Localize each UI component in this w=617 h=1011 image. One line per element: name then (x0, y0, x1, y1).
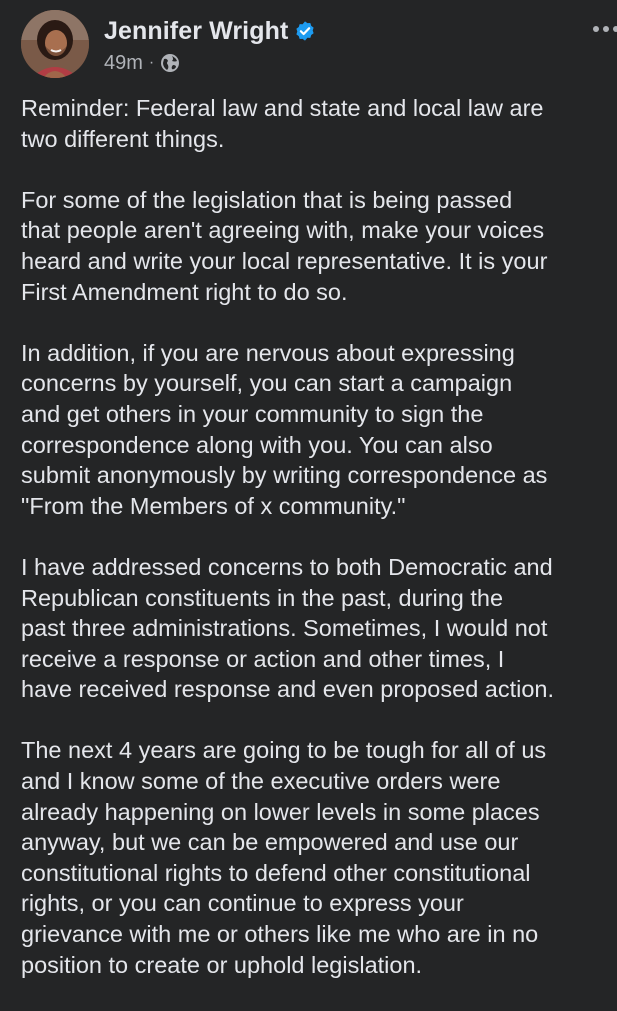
post-line: two different things. (21, 125, 225, 152)
author-name[interactable]: Jennifer Wright (104, 16, 289, 45)
post-line: past three administrations. Sometimes, I would not (21, 615, 548, 642)
author-block (104, 14, 316, 76)
post-line: In addition, if you are nervous about expressing (21, 339, 515, 366)
post-line: The next 4 years are going to be tough for all of us (21, 737, 547, 764)
post-line: that people aren't agreeing with, make your voices (21, 217, 545, 244)
post-text (21, 93, 617, 1011)
post-line: Republican constituents in the past, during the (21, 584, 504, 611)
post-line: constitutional rights to defend other constitutional (21, 859, 531, 886)
post-paragraph-1 (21, 93, 617, 154)
verified-badge-icon (294, 20, 316, 42)
post-paragraph-5 (21, 735, 617, 980)
more-options-icon[interactable] (588, 20, 617, 38)
post-line: concerns by yourself, you can start a campaign (21, 370, 513, 397)
post-line: have received response and even proposed action. (21, 676, 555, 703)
post-paragraph-3 (21, 338, 617, 522)
post-line: receive a response or action and other times, I (21, 645, 505, 672)
post-line: correspondence along with you. You can also (21, 431, 493, 458)
post-line: I have addressed concerns to both Democratic and (21, 553, 553, 580)
post-line: grievance with me or others like me who are in no (21, 921, 539, 948)
post-paragraph-2 (21, 185, 617, 307)
post-line: submit anonymously by writing correspondence as (21, 462, 548, 489)
author-avatar[interactable] (21, 10, 89, 78)
post-line: and I know some of the executive orders were (21, 768, 501, 795)
post-line: First Amendment right to do so. (21, 278, 348, 305)
globe-icon[interactable] (160, 53, 180, 73)
post-meta (104, 50, 316, 76)
post-line: rights, or you can continue to express your (21, 890, 464, 917)
post-line: position to create or uphold legislation. (21, 951, 423, 978)
post-line: "From the Members of x community." (21, 492, 406, 519)
post-time[interactable]: 49m (104, 51, 143, 74)
post-line: already happening on lower levels in some places (21, 798, 540, 825)
post-header (0, 0, 617, 90)
post-line: heard and write your local representative. It is your (21, 247, 548, 274)
post-paragraph-4 (21, 552, 617, 705)
meta-separator: · (148, 54, 155, 71)
post-line: For some of the legislation that is being passed (21, 186, 513, 213)
post-line: anyway, but we can be empowered and use our (21, 829, 519, 856)
post-line: and get others in your community to sign the (21, 400, 484, 427)
author-row (104, 14, 316, 48)
post-line: Reminder: Federal law and state and local law are (21, 95, 544, 121)
